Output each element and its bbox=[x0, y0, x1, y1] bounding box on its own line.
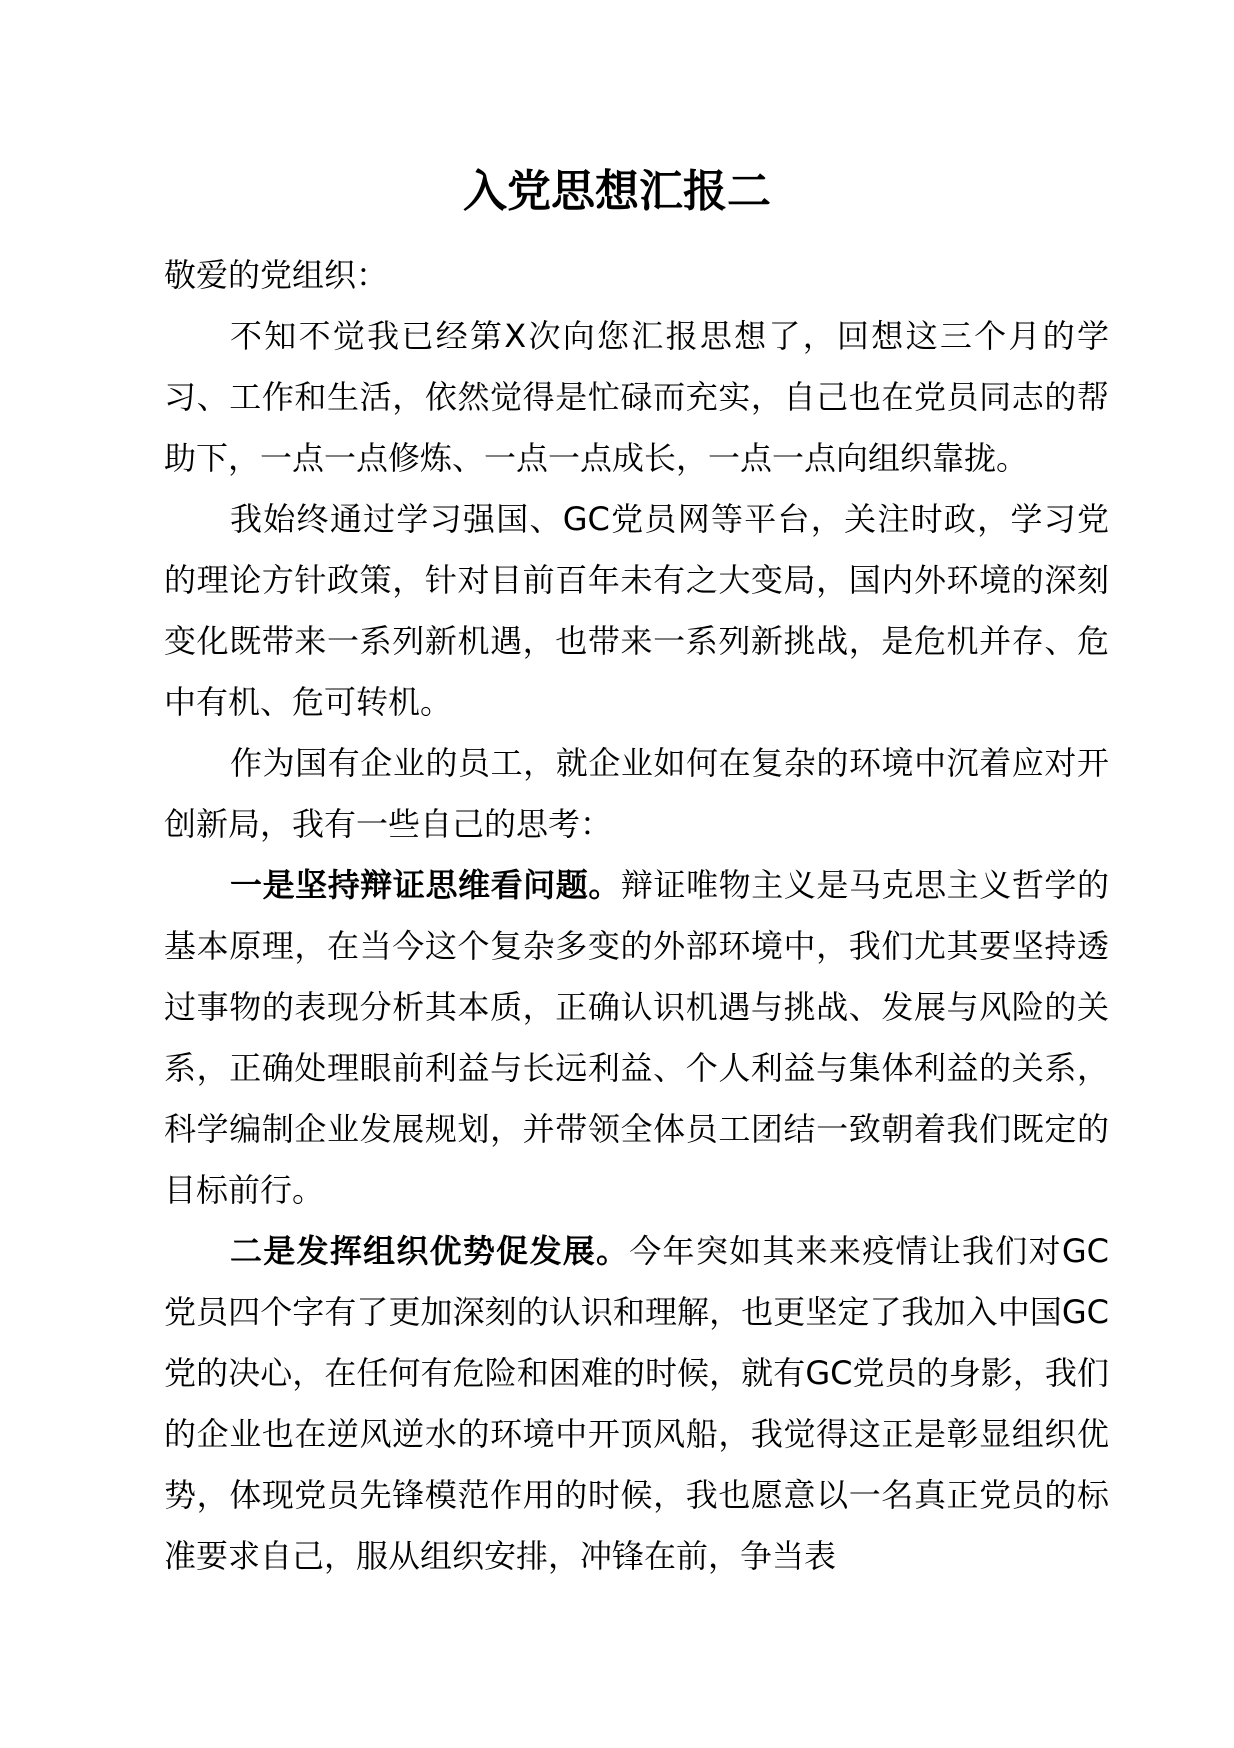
paragraph-4 bbox=[164, 855, 1109, 1221]
paragraph-2 bbox=[164, 489, 1109, 733]
salutation: 敬爱的党组织： bbox=[164, 256, 389, 294]
paragraph-1 bbox=[164, 306, 1109, 489]
paragraph-text: 我始终通过学习强国、GC党员网等平台，关注时政，学习党的理论方针政策，针对目前百年未有之大变局，国内外环境的深刻变化既带来一系列新机遇，也带来一系列新挑战，是危机并存、危中有机、危可转机。 bbox=[164, 500, 1109, 721]
paragraph-text: 辩证唯物主义是马克思主义哲学的基本原理，在当今这个复杂多变的外部环境中，我们尤其要坚持透过事物的表现分析其本质，正确认识机遇与挑战、发展与风险的关系，正确处理眼前利益与长远利益、个人利益与集体利益的关系，科学编制企业发展规划，并带领全体员工团结一致朝着我们既定的目标前行。 bbox=[164, 866, 1109, 1209]
paragraph-text: 不知不觉我已经第X次向您汇报思想了，回想这三个月的学习、工作和生活，依然觉得是忙碌而充实，自己也在党员同志的帮助下，一点一点修炼、一点一点成长，一点一点向组织靠拢。 bbox=[164, 317, 1109, 477]
document-body bbox=[164, 245, 1109, 1587]
paragraph-5 bbox=[164, 1221, 1109, 1587]
paragraph-text: 作为国有企业的员工，就企业如何在复杂的环境中沉着应对开创新局，我有一些自己的思考： bbox=[164, 744, 1109, 843]
paragraph-lead-heading: 一是坚持辩证思维看问题。 bbox=[230, 866, 621, 904]
paragraph-text: 今年突如其来来疫情让我们对GC党员四个字有了更加深刻的认识和理解，也更坚定了我加入中国GC党的决心，在任何有危险和困难的时候，就有GC党员的身影，我们的企业也在逆风逆水的环境中开顶风船，我觉得这正是彰显组织优势，体现党员先锋模范作用的时候，我也愿意以一名真正党员的标准要求自己，服从组织安排，冲锋在前，争当表 bbox=[164, 1232, 1109, 1575]
paragraph-lead-heading: 二是发挥组织优势促发展。 bbox=[230, 1232, 630, 1270]
paragraph-3 bbox=[164, 733, 1109, 855]
document-title: 入党思想汇报二 bbox=[463, 166, 771, 217]
